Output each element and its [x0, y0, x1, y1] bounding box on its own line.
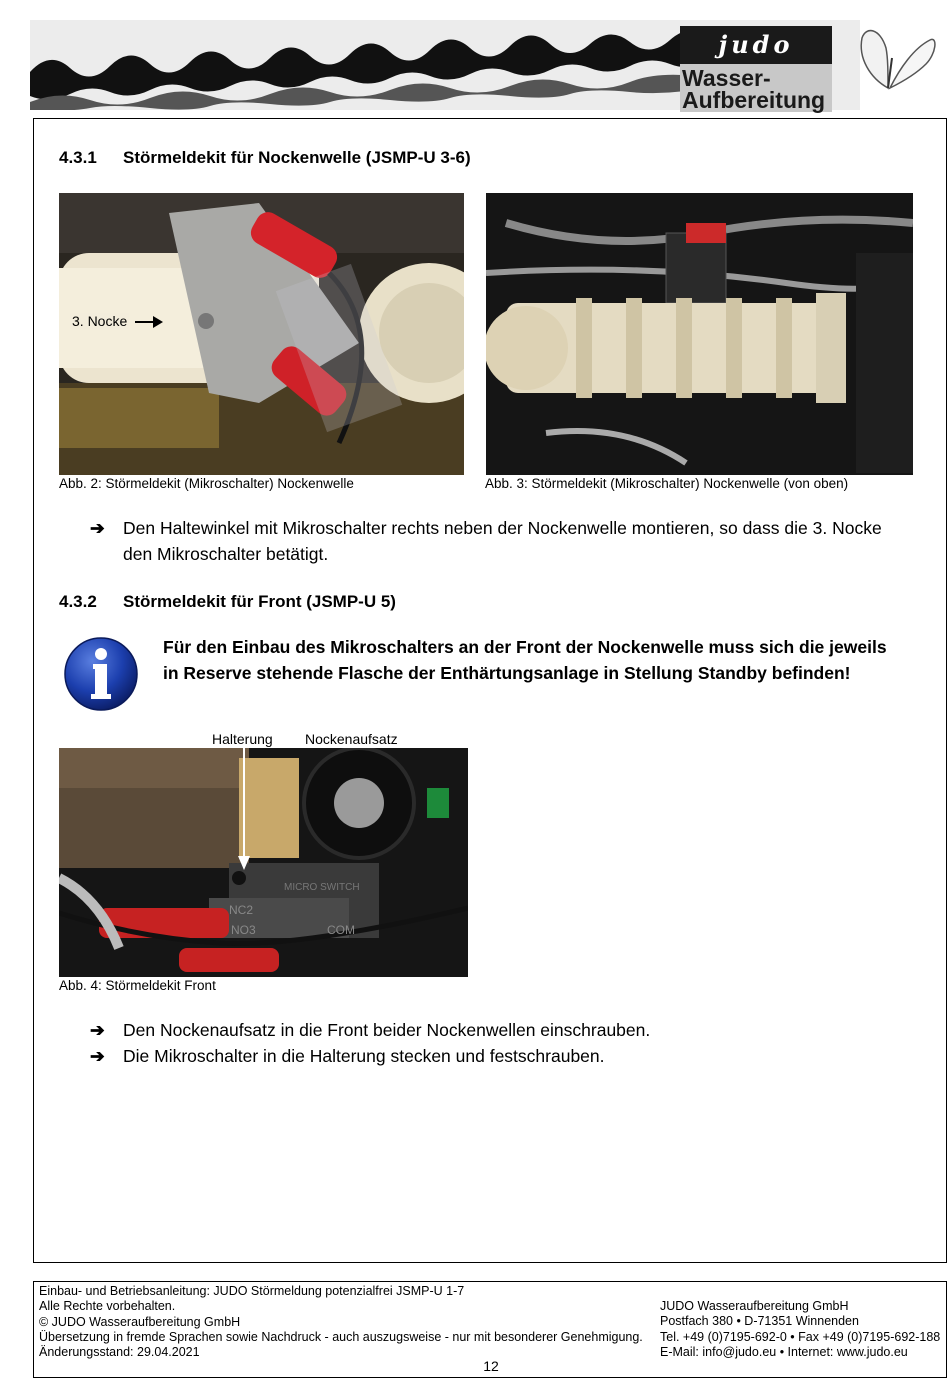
- arrow-bullet-icon: ➔: [90, 1046, 105, 1066]
- nockenaufsatz-label: Nockenaufsatz: [305, 731, 398, 747]
- logo-line2: Aufbereitung: [682, 87, 826, 113]
- caption-abb-2: Abb. 2: Störmeldekit (Mikroschalter) Nockenwelle: [59, 476, 354, 491]
- page-header: [0, 0, 950, 118]
- photo-front-microswitch: [59, 748, 468, 977]
- photo-camshaft-top-graphic: [486, 193, 913, 475]
- footer-translation-note: Übersetzung in fremde Sprachen sowie Nachdruck - auch auszugsweise - nur mit besonderer Genehmigung.: [39, 1329, 643, 1344]
- info-icon: [63, 636, 139, 712]
- photo-camshaft-microswitch: [59, 193, 464, 475]
- info-text-line1: Für den Einbau des Mikroschalters an der Front der Nockenwelle muss sich die jeweils: [163, 637, 887, 657]
- section-number: 4.3.2: [59, 592, 97, 611]
- butterfly-icon: [840, 18, 940, 98]
- switch-label-micro: MICRO SWITCH: [284, 882, 360, 893]
- info-notice: [163, 634, 923, 686]
- footer-email-web: E-Mail: info@judo.eu • Internet: www.judo.eu: [660, 1344, 908, 1359]
- footer-contact: [660, 1299, 940, 1360]
- photo-camshaft-top-view: [486, 193, 913, 475]
- arrow-bullet-icon: ➔: [90, 518, 105, 538]
- caption-abb-3: Abb. 3: Störmeldekit (Mikroschalter) Nockenwelle (von oben): [485, 476, 849, 491]
- switch-label-com: COM: [327, 923, 355, 937]
- caption-abb-4: Abb. 4: Störmeldekit Front: [59, 978, 216, 993]
- section-title: Störmeldekit für Front (JSMP-U 5): [123, 592, 396, 611]
- halterung-label: Halterung: [212, 731, 273, 747]
- section-number: 4.3.1: [59, 148, 97, 167]
- bullet-text: Die Mikroschalter in die Halterung stecken und festschrauben.: [123, 1046, 605, 1066]
- footer-revision: Änderungsstand: 29.04.2021: [39, 1345, 200, 1360]
- arrow-bullet-icon: ➔: [90, 1020, 105, 1040]
- photo-front-graphic: [59, 748, 468, 977]
- footer-company: JUDO Wasseraufbereitung GmbH: [660, 1299, 849, 1313]
- switch-label-no: NO3: [231, 923, 256, 937]
- logo-brand-bar: [680, 26, 832, 64]
- arrow-right-icon: [135, 315, 163, 329]
- logo-brand: judo: [718, 30, 794, 59]
- photo-camshaft-graphic: [59, 193, 464, 475]
- switch-label-nc: NC2: [229, 903, 254, 917]
- section-title: Störmeldekit für Nockenwelle (JSMP-U 3-6): [123, 148, 471, 167]
- nocke-label: 3. Nocke: [72, 313, 128, 329]
- footer-address: Postfach 380 • D-71351 Winnenden: [660, 1314, 859, 1329]
- footer-manual-title: Einbau- und Betriebsanleitung: JUDO Störmeldung potenzialfrei JSMP-U 1-7: [39, 1284, 465, 1298]
- judo-logo: [680, 26, 832, 112]
- footer-phone: Tel. +49 (0)7195-692-0 • Fax +49 (0)7195-692-188: [660, 1329, 941, 1344]
- arrow-down-icon: [237, 748, 251, 872]
- footer-legal: [39, 1284, 643, 1360]
- page-number: 12: [483, 1358, 499, 1374]
- bullet-text-line1: Den Haltewinkel mit Mikroschalter rechts neben der Nockenwelle montieren, so dass die 3. Nocke: [123, 518, 882, 538]
- bullet-text: Den Nockenaufsatz in die Front beider Nockenwellen einschrauben.: [123, 1020, 651, 1040]
- footer-rights: Alle Rechte vorbehalten.: [39, 1299, 176, 1314]
- bullet-text-line2: den Mikroschalter betätigt.: [123, 544, 329, 564]
- page-footer: [33, 1281, 947, 1378]
- logo-line1: Wasser-: [682, 65, 771, 91]
- footer-copyright: © JUDO Wasseraufbereitung GmbH: [39, 1314, 241, 1329]
- info-text-line2: in Reserve stehende Flasche der Enthärtungsanlage in Stellung Standby befinden!: [163, 663, 851, 683]
